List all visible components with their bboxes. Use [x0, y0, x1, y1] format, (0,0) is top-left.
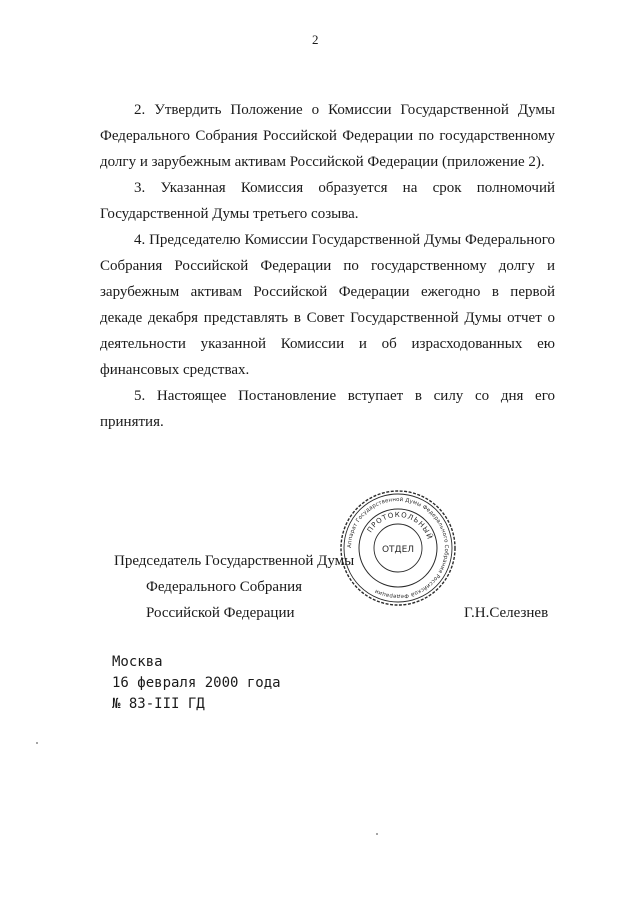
- paragraph-5: 5. Настоящее Постановление вступает в силу со дня его принятия.: [100, 388, 555, 430]
- footer-city: Москва: [112, 654, 163, 670]
- scan-speck: [36, 742, 38, 744]
- document-footer: [112, 652, 281, 715]
- seal-ring-text: Аппарат Государственной Думы Федерального Собрания Российской Федерации: [346, 496, 450, 600]
- signatory-name: Г.Н.Селезнев: [464, 605, 549, 621]
- seal-inner-ring-text: ПРОТОКОЛЬНЫЙ: [365, 510, 434, 542]
- resolution-body: [100, 97, 555, 435]
- signatory-title-line-2: Федерального Собрания: [146, 579, 303, 595]
- paragraph-2: 2. Утвердить Положение о Комиссии Государственной Думы Федерального Собрания Российской Федерации по государственному долгу и зарубежным активам Российской Федерации (приложение 2).: [100, 102, 555, 170]
- footer-document-number: № 83-III ГД: [112, 696, 205, 712]
- seal-center-text: ОТДЕЛ: [381, 545, 415, 555]
- signature-block: [100, 548, 560, 638]
- signatory-title-line-1: Председатель Государственной Думы: [114, 553, 355, 569]
- signatory-title-line-3: Российской Федерации: [146, 605, 295, 621]
- paragraph-3: 3. Указанная Комиссия образуется на срок полномочий Государственной Думы третьего созыва.: [100, 180, 555, 222]
- paragraph-4: 4. Председателю Комиссии Государственной Думы Федерального Собрания Российской Федерации по государственному долгу и зарубежным активам Российской Федерации ежегодно в первой декаде декабря представлять в Совет Государственной Думы отчет о деятельности указанной Комиссии и об израсходованных ею финансовых средствах.: [100, 232, 555, 378]
- page-number: 2: [312, 32, 319, 47]
- official-seal-stamp: [338, 488, 458, 608]
- footer-date: 16 февраля 2000 года: [112, 675, 281, 691]
- scan-speck: [376, 833, 378, 835]
